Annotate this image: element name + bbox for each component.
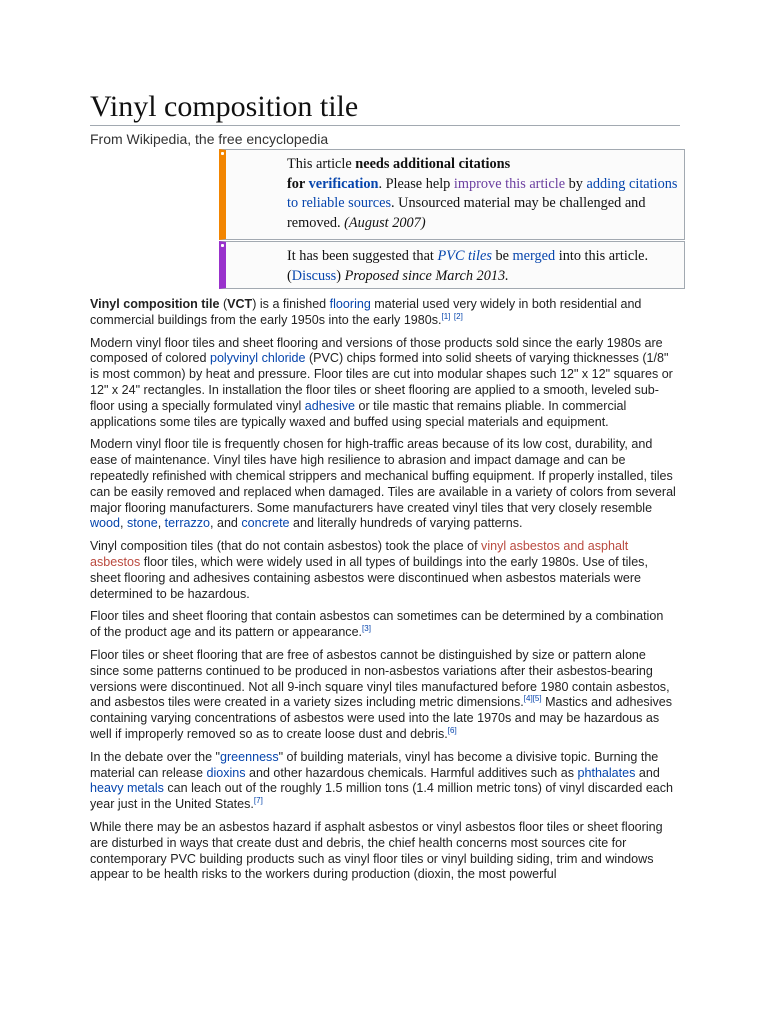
paragraph-intro: Vinyl composition tile (VCT) is a finished flooring material used very widely in both residential and commercial buildings from the early 1950s into the early 1980s.[1] [2] xyxy=(90,297,642,327)
needs-citations-label: needs additional citations xyxy=(355,156,511,172)
improve-article-link[interactable]: improve this article xyxy=(453,175,566,192)
paragraph-uses: Modern vinyl floor tile is frequently chosen for high-traffic areas because of its low cost, durability, and ease of maintenance. Vinyl tiles have high resilience to abrasion and impact damage and can be repeatedly refinished with chemical strippers and mechanical buffing equipment. If properly installed, tiles can be easily removed and replaced when damaged. Tiles are available in a variety of colors from several major flooring manufacturers. Some manufacturers have created vinyl tiles that very closely resemble wood, stone, terrazzo, and concrete and literally hundreds of varying patterns. xyxy=(90,437,676,531)
paragraph-asbestos-free: Floor tiles or sheet flooring that are free of asbestos cannot be distinguished by size or pattern alone since some patterns continued to be produced in non-asbestos variations after their asbestos-bearing versions were discontinued. Not all 9-inch square vinyl tiles manufactured before 1980 contain asbestos, and asbestos tiles were created in a variety sizes including metric dimensions.[4][5] Mastics and adhesives containing varying concentrations of asbestos were used into the late 1970s and may be hazardous as well if improperly removed so as to create loose dust and debris.[6] xyxy=(90,647,673,741)
discuss-link[interactable]: Discuss xyxy=(291,267,337,284)
article-body xyxy=(90,297,676,890)
reference-2[interactable]: [2] xyxy=(453,311,463,321)
stone-link[interactable]: stone xyxy=(126,516,158,531)
reference-4[interactable]: [4] xyxy=(523,694,533,704)
merge-icon xyxy=(219,242,226,249)
adhesive-link[interactable]: adhesive xyxy=(304,398,356,413)
wood-link[interactable]: wood xyxy=(90,516,120,531)
paragraph-health-risks: While there may be an asbestos hazard if asphalt asbestos or vinyl asbestos floor tiles or sheet flooring are disturbed in ways that create dust and debris, the chief health concerns most sources cite for contemporary PVC building products such as vinyl floor tiles or vinyl building siding, trim and windows appear to be health risks to the workers during production (dioxin, the most powerful xyxy=(90,819,663,882)
polyvinyl-chloride-link[interactable]: polyvinyl chloride xyxy=(209,351,306,366)
adding-citations-link[interactable]: adding citations to reliable sources xyxy=(287,175,678,211)
paragraph-composition: Modern vinyl floor tiles and sheet flooring and versions of those products sold since the early 1980s are composed of colored polyvinyl chloride (PVC) chips formed into solid sheets of varying thicknesses (1/8" is most common) by heat and pressure. Floor tiles are cut into modular shapes such 12" x 12" squares or 12" x 24" rectangles. In installation the floor tiles or sheet flooring are applied to a smooth, leveled sub-floor using a specially formulated vinyl adhesive or tile mastic that remains pliable. In commercial applications some tiles are typically waxed and buffed using special materials and equipment. xyxy=(90,335,673,429)
notice-date: (August 2007) xyxy=(344,214,426,231)
site-tagline: From Wikipedia, the free encyclopedia xyxy=(90,131,329,147)
merge-notice-text: It has been suggested that PVC tiles be merged into this article. (Discuss) Proposed since March 2013. xyxy=(287,248,649,284)
concrete-link[interactable]: concrete xyxy=(241,516,290,531)
pvc-tiles-link[interactable]: PVC tiles xyxy=(437,248,492,264)
title-divider xyxy=(90,125,680,126)
phthalates-link[interactable]: phthalates xyxy=(577,765,636,780)
greenness-link[interactable]: greenness xyxy=(220,749,279,764)
reference-3[interactable]: [3] xyxy=(362,623,371,633)
vinyl-asbestos-link[interactable]: vinyl asbestos and asphalt asbestos xyxy=(90,539,629,569)
article-subject: Vinyl composition tile xyxy=(90,297,220,311)
merge-proposed-date: Proposed since March 2013. xyxy=(344,267,509,284)
page-title: Vinyl composition tile xyxy=(90,90,359,123)
reference-1[interactable]: [1] xyxy=(441,311,451,321)
terrazzo-link[interactable]: terrazzo xyxy=(164,516,210,531)
paragraph-greenness: In the debate over the "greenness" of building materials, vinyl has become a divisive topic. Burning the material can release dioxins and other hazardous chemicals. Harmful additives such as phthalates and heavy metals can leach out of the roughly 1.5 million tons (1.4 million metric tons) of vinyl discarded each year just in the United States.[7] xyxy=(90,749,674,812)
paragraph-asbestos-identification: Floor tiles and sheet flooring that contain asbestos can sometimes can be determined by a combination of the product age and its pattern or appearance.[3] xyxy=(90,609,664,640)
notice-icon xyxy=(219,150,226,157)
reference-6[interactable]: [6] xyxy=(447,725,457,735)
paragraph-asbestos-history: Vinyl composition tiles (that do not contain asbestos) took the place of vinyl asbestos and asphalt asbestos floor tiles, which were widely used in all types of buildings into the early 1980s. Use of tiles, sheet flooring and adhesives containing asbestos were discontinued when asbestos materials were determined to be hazardous. xyxy=(90,539,648,601)
reference-7[interactable]: [7] xyxy=(253,795,263,805)
reference-5[interactable]: [5] xyxy=(532,694,542,704)
refimprove-notice-text: This article needs additional citations for verification. Please help improve this article by adding citations to reliable sources. Unsourced material may be challenged and removed. (August 2007) xyxy=(287,156,678,231)
refimprove-notice xyxy=(219,149,685,240)
merge-notice xyxy=(219,241,685,289)
merged-link[interactable]: merged xyxy=(512,248,556,264)
flooring-link[interactable]: flooring xyxy=(329,297,371,311)
verification-link[interactable]: verification xyxy=(308,175,379,192)
heavy-metals-link[interactable]: heavy metals xyxy=(90,781,164,796)
dioxins-link[interactable]: dioxins xyxy=(206,765,246,780)
